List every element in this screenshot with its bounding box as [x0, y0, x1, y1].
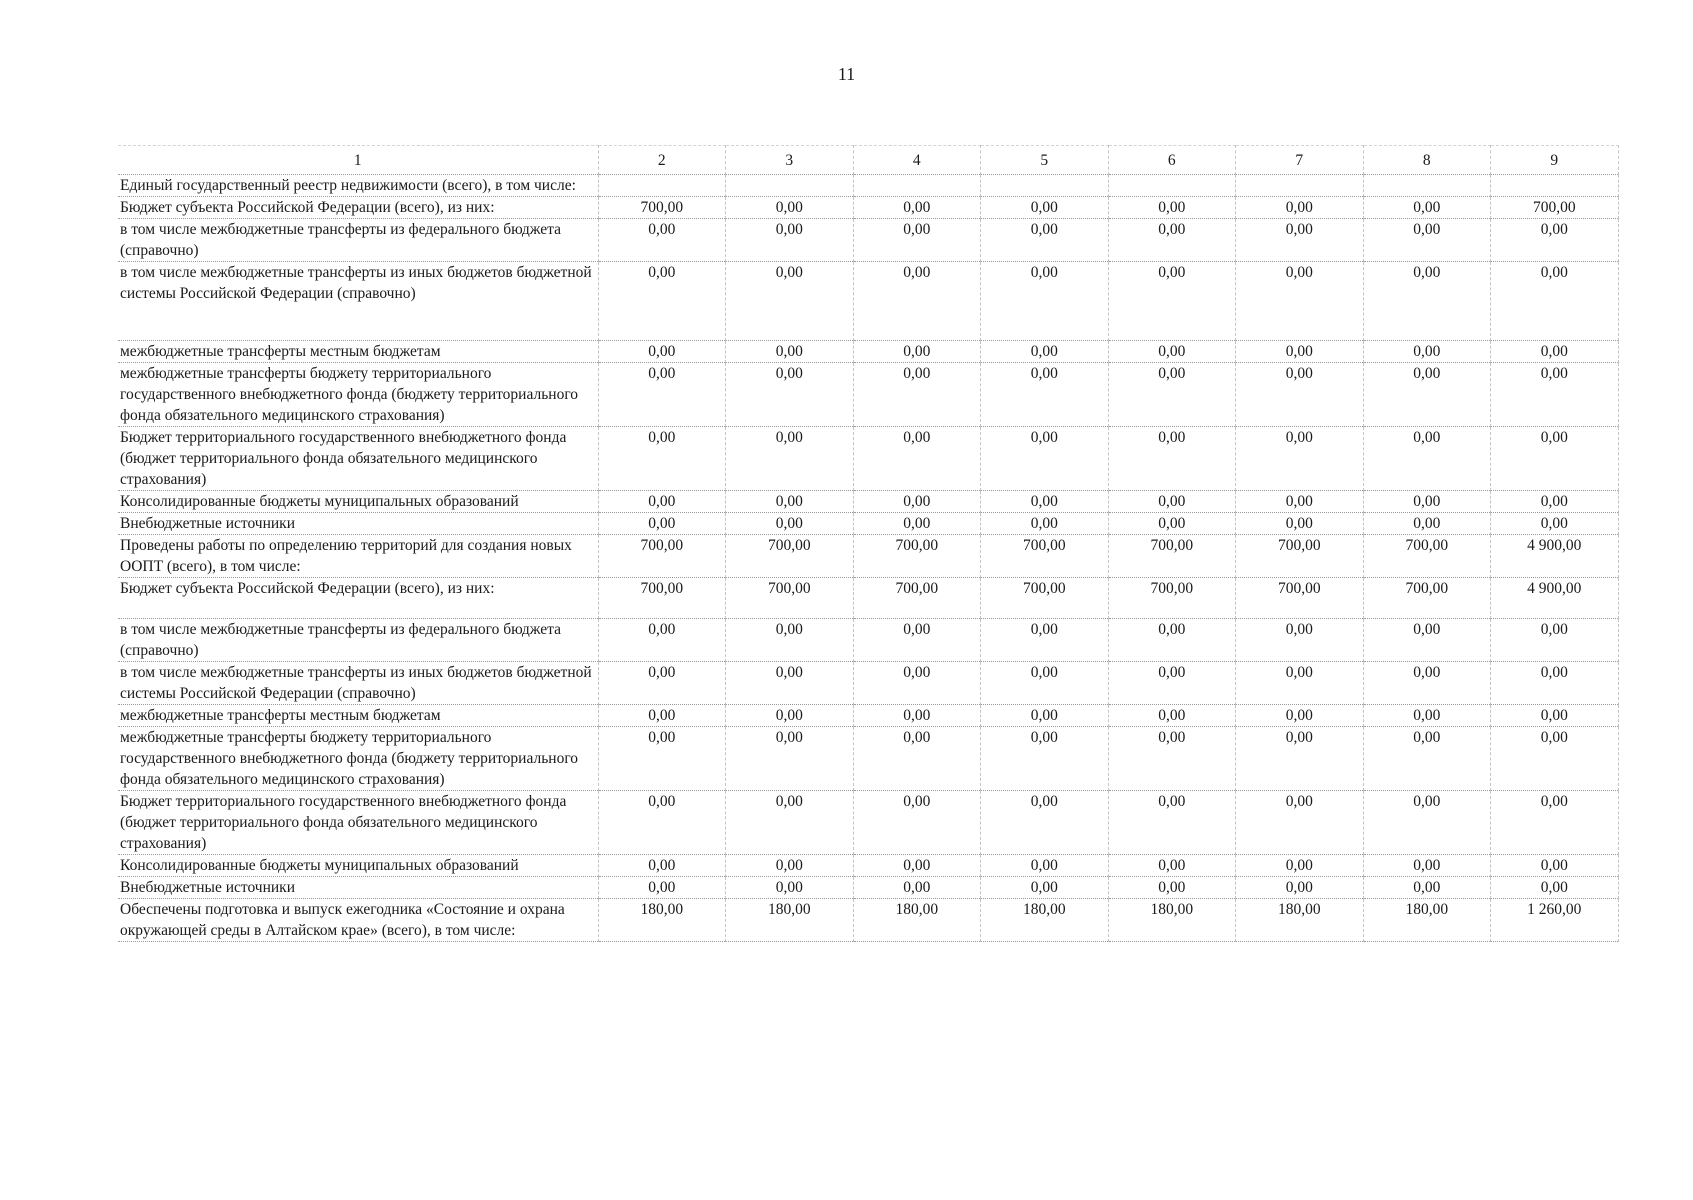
cell-value: 0,00	[598, 341, 726, 363]
column-header: 1	[118, 146, 598, 175]
cell-value: 700,00	[981, 535, 1109, 578]
cell-value: 0,00	[1108, 662, 1236, 705]
cell-value: 0,00	[981, 262, 1109, 341]
cell-value: 0,00	[726, 427, 854, 491]
row-label: Бюджет территориального государственного внебюджетного фонда (бюджет территориального фонда обязательного медицинского страхования)	[118, 427, 598, 491]
cell-value: 0,00	[1491, 877, 1619, 899]
cell-value: 180,00	[1236, 899, 1364, 942]
column-header: 7	[1236, 146, 1364, 175]
cell-value: 0,00	[853, 219, 981, 262]
column-header: 3	[726, 146, 854, 175]
cell-value	[853, 175, 981, 197]
cell-value: 0,00	[726, 855, 854, 877]
cell-value	[981, 175, 1109, 197]
cell-value: 0,00	[726, 662, 854, 705]
table-row	[118, 727, 1618, 791]
cell-value: 0,00	[853, 791, 981, 855]
cell-value: 0,00	[1236, 262, 1364, 341]
cell-value: 0,00	[598, 491, 726, 513]
cell-value: 0,00	[1363, 513, 1491, 535]
cell-value: 0,00	[1363, 341, 1491, 363]
cell-value: 0,00	[1108, 791, 1236, 855]
cell-value: 0,00	[981, 197, 1109, 219]
cell-value: 0,00	[1363, 219, 1491, 262]
cell-value: 0,00	[981, 513, 1109, 535]
row-label: Консолидированные бюджеты муниципальных образований	[118, 491, 598, 513]
column-header: 9	[1491, 146, 1619, 175]
cell-value: 0,00	[853, 427, 981, 491]
cell-value: 0,00	[1236, 791, 1364, 855]
cell-value: 0,00	[853, 877, 981, 899]
cell-value: 180,00	[598, 899, 726, 942]
row-label: Единый государственный реестр недвижимости (всего), в том числе:	[118, 175, 598, 197]
cell-value: 700,00	[1108, 535, 1236, 578]
table-row	[118, 491, 1618, 513]
cell-value: 0,00	[1108, 877, 1236, 899]
cell-value: 0,00	[981, 855, 1109, 877]
cell-value: 0,00	[726, 341, 854, 363]
header-row	[118, 146, 1618, 175]
budget-table	[118, 145, 1619, 942]
cell-value: 180,00	[1108, 899, 1236, 942]
cell-value: 0,00	[1363, 619, 1491, 662]
cell-value: 180,00	[853, 899, 981, 942]
cell-value: 0,00	[1108, 513, 1236, 535]
cell-value: 0,00	[1236, 219, 1364, 262]
cell-value: 0,00	[1236, 662, 1364, 705]
table-row	[118, 662, 1618, 705]
cell-value: 0,00	[726, 491, 854, 513]
cell-value: 0,00	[1491, 791, 1619, 855]
cell-value: 0,00	[853, 619, 981, 662]
cell-value: 0,00	[853, 662, 981, 705]
cell-value	[1491, 175, 1619, 197]
table-row	[118, 855, 1618, 877]
table-row	[118, 341, 1618, 363]
cell-value: 0,00	[598, 727, 726, 791]
cell-value: 0,00	[853, 705, 981, 727]
table-row	[118, 705, 1618, 727]
cell-value: 0,00	[981, 705, 1109, 727]
cell-value: 0,00	[598, 363, 726, 427]
row-label: Внебюджетные источники	[118, 877, 598, 899]
cell-value: 0,00	[1363, 877, 1491, 899]
cell-value: 0,00	[1236, 427, 1364, 491]
cell-value	[726, 175, 854, 197]
row-label: Бюджет территориального государственного внебюджетного фонда (бюджет территориального фонда обязательного медицинского страхования)	[118, 791, 598, 855]
cell-value: 0,00	[598, 619, 726, 662]
table-row	[118, 175, 1618, 197]
cell-value: 0,00	[1108, 427, 1236, 491]
row-label: межбюджетные трансферты бюджету территориального государственного внебюджетного фонда (бюджету территориального фонда обязательного медицинского страхования)	[118, 727, 598, 791]
row-label: Консолидированные бюджеты муниципальных образований	[118, 855, 598, 877]
cell-value: 0,00	[981, 219, 1109, 262]
cell-value: 0,00	[1363, 662, 1491, 705]
row-label: в том числе межбюджетные трансферты из федерального бюджета (справочно)	[118, 619, 598, 662]
row-label: межбюджетные трансферты местным бюджетам	[118, 705, 598, 727]
cell-value: 0,00	[1108, 855, 1236, 877]
cell-value: 0,00	[598, 427, 726, 491]
table-row	[118, 619, 1618, 662]
cell-value: 0,00	[1363, 791, 1491, 855]
cell-value: 700,00	[726, 535, 854, 578]
cell-value: 0,00	[1491, 341, 1619, 363]
cell-value: 0,00	[1108, 363, 1236, 427]
cell-value: 700,00	[1236, 578, 1364, 619]
cell-value: 0,00	[853, 341, 981, 363]
table-row	[118, 363, 1618, 427]
cell-value: 0,00	[981, 791, 1109, 855]
cell-value: 0,00	[1491, 427, 1619, 491]
table-row	[118, 899, 1618, 942]
cell-value: 0,00	[853, 363, 981, 427]
cell-value: 4 900,00	[1491, 535, 1619, 578]
cell-value: 0,00	[598, 877, 726, 899]
cell-value: 0,00	[726, 619, 854, 662]
cell-value: 700,00	[1363, 535, 1491, 578]
cell-value: 0,00	[1236, 727, 1364, 791]
cell-value: 0,00	[1491, 219, 1619, 262]
table-row	[118, 578, 1618, 619]
cell-value: 0,00	[1491, 662, 1619, 705]
cell-value: 0,00	[853, 491, 981, 513]
cell-value: 0,00	[981, 341, 1109, 363]
cell-value: 0,00	[1491, 491, 1619, 513]
column-header: 5	[981, 146, 1109, 175]
cell-value	[598, 175, 726, 197]
cell-value: 0,00	[1108, 262, 1236, 341]
cell-value: 0,00	[726, 877, 854, 899]
row-label: Бюджет субъекта Российской Федерации (всего), из них:	[118, 578, 598, 619]
cell-value: 0,00	[1236, 855, 1364, 877]
cell-value: 180,00	[726, 899, 854, 942]
cell-value: 700,00	[853, 535, 981, 578]
cell-value: 0,00	[853, 513, 981, 535]
cell-value: 0,00	[1363, 262, 1491, 341]
cell-value: 0,00	[981, 877, 1109, 899]
cell-value: 0,00	[1491, 705, 1619, 727]
cell-value: 0,00	[1491, 262, 1619, 341]
row-label: Бюджет субъекта Российской Федерации (всего), из них:	[118, 197, 598, 219]
cell-value: 0,00	[1363, 491, 1491, 513]
table-header	[118, 146, 1618, 175]
cell-value: 0,00	[598, 791, 726, 855]
cell-value	[1363, 175, 1491, 197]
cell-value: 0,00	[1236, 513, 1364, 535]
cell-value: 700,00	[1491, 197, 1619, 219]
cell-value: 0,00	[1236, 705, 1364, 727]
cell-value: 0,00	[1363, 705, 1491, 727]
cell-value: 0,00	[598, 513, 726, 535]
row-label: в том числе межбюджетные трансферты из федерального бюджета (справочно)	[118, 219, 598, 262]
cell-value: 0,00	[726, 197, 854, 219]
row-label: Внебюджетные источники	[118, 513, 598, 535]
cell-value: 1 260,00	[1491, 899, 1619, 942]
cell-value: 0,00	[981, 662, 1109, 705]
cell-value: 700,00	[1236, 535, 1364, 578]
cell-value: 0,00	[726, 363, 854, 427]
cell-value: 0,00	[726, 513, 854, 535]
table-row	[118, 219, 1618, 262]
cell-value: 0,00	[853, 855, 981, 877]
cell-value: 0,00	[1108, 491, 1236, 513]
table-row	[118, 197, 1618, 219]
cell-value: 0,00	[981, 619, 1109, 662]
row-label: в том числе межбюджетные трансферты из иных бюджетов бюджетной системы Российской Федерации (справочно)	[118, 662, 598, 705]
cell-value: 0,00	[726, 262, 854, 341]
column-header: 2	[598, 146, 726, 175]
cell-value	[1236, 175, 1364, 197]
cell-value: 0,00	[1236, 341, 1364, 363]
cell-value: 0,00	[981, 363, 1109, 427]
cell-value: 0,00	[853, 727, 981, 791]
cell-value: 700,00	[853, 578, 981, 619]
cell-value: 0,00	[598, 855, 726, 877]
cell-value: 0,00	[1491, 727, 1619, 791]
cell-value: 0,00	[1363, 197, 1491, 219]
row-label: Проведены работы по определению территорий для создания новых ООПТ (всего), в том числе:	[118, 535, 598, 578]
cell-value: 700,00	[1363, 578, 1491, 619]
cell-value: 0,00	[1363, 727, 1491, 791]
cell-value: 0,00	[1236, 491, 1364, 513]
cell-value: 0,00	[1491, 619, 1619, 662]
cell-value: 0,00	[1363, 363, 1491, 427]
cell-value: 0,00	[1236, 877, 1364, 899]
cell-value: 0,00	[1363, 427, 1491, 491]
table-row	[118, 791, 1618, 855]
cell-value: 0,00	[1236, 363, 1364, 427]
cell-value: 0,00	[598, 262, 726, 341]
cell-value: 0,00	[726, 219, 854, 262]
table-row	[118, 535, 1618, 578]
cell-value: 700,00	[726, 578, 854, 619]
cell-value: 180,00	[1363, 899, 1491, 942]
cell-value: 0,00	[1236, 197, 1364, 219]
column-header: 4	[853, 146, 981, 175]
cell-value: 0,00	[598, 219, 726, 262]
cell-value: 0,00	[598, 662, 726, 705]
cell-value: 0,00	[1108, 197, 1236, 219]
cell-value: 0,00	[1491, 855, 1619, 877]
cell-value: 700,00	[598, 578, 726, 619]
cell-value: 0,00	[1108, 219, 1236, 262]
cell-value: 0,00	[1108, 341, 1236, 363]
cell-value: 700,00	[598, 535, 726, 578]
cell-value: 0,00	[1363, 855, 1491, 877]
column-header: 6	[1108, 146, 1236, 175]
page-number: 11	[837, 64, 856, 84]
cell-value: 0,00	[1108, 619, 1236, 662]
cell-value: 180,00	[981, 899, 1109, 942]
cell-value: 0,00	[1108, 727, 1236, 791]
column-header: 8	[1363, 146, 1491, 175]
row-label: в том числе межбюджетные трансферты из иных бюджетов бюджетной системы Российской Федерации (справочно)	[118, 262, 598, 341]
table-row	[118, 513, 1618, 535]
cell-value: 0,00	[981, 727, 1109, 791]
row-label: Обеспечены подготовка и выпуск ежегодника «Состояние и охрана окружающей среды в Алтайском крае» (всего), в том числе:	[118, 899, 598, 942]
cell-value: 700,00	[598, 197, 726, 219]
cell-value: 700,00	[1108, 578, 1236, 619]
cell-value: 0,00	[853, 197, 981, 219]
row-label: межбюджетные трансферты бюджету территориального государственного внебюджетного фонда (бюджету территориального фонда обязательного медицинского страхования)	[118, 363, 598, 427]
table-row	[118, 427, 1618, 491]
cell-value: 0,00	[1108, 705, 1236, 727]
cell-value: 700,00	[981, 578, 1109, 619]
table-body	[118, 175, 1618, 942]
cell-value: 0,00	[853, 262, 981, 341]
cell-value: 0,00	[726, 791, 854, 855]
cell-value	[1108, 175, 1236, 197]
cell-value: 0,00	[981, 427, 1109, 491]
table-row	[118, 877, 1618, 899]
cell-value: 0,00	[981, 491, 1109, 513]
cell-value: 0,00	[726, 705, 854, 727]
cell-value: 0,00	[726, 727, 854, 791]
cell-value: 0,00	[1491, 363, 1619, 427]
cell-value: 4 900,00	[1491, 578, 1619, 619]
table-row	[118, 262, 1618, 341]
cell-value: 0,00	[1236, 619, 1364, 662]
cell-value: 0,00	[1491, 513, 1619, 535]
row-label: межбюджетные трансферты местным бюджетам	[118, 341, 598, 363]
cell-value: 0,00	[598, 705, 726, 727]
